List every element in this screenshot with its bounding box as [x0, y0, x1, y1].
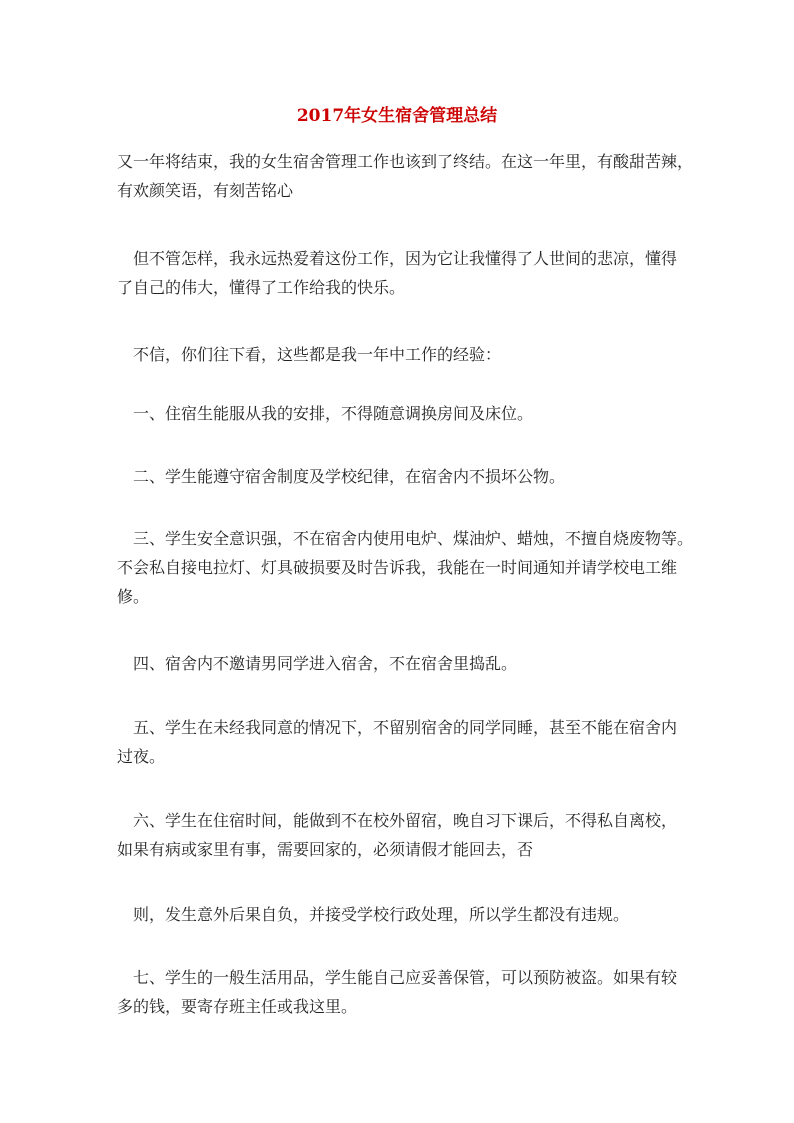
- paragraph: [117, 340, 681, 369]
- paragraph-line: 则，发生意外后果自负，并接受学校行政处理，所以学生都没有违规。: [117, 905, 630, 924]
- paragraph-line: 三、学生安全意识强，不在宿舍内使用电炉、煤油炉、蜡烛，不擅自烧废物等。: [117, 529, 694, 548]
- paragraph-line: 多的钱，要寄存班主任或我这里。: [117, 997, 358, 1016]
- paragraph: [117, 462, 681, 491]
- paragraph-line: 二、学生能遵守宿舍制度及学校纪律，在宿舍内不损坏公物。: [117, 467, 566, 486]
- paragraph-line: 如果有病或家里有事，需要回家的，必须请假才能回去，否: [117, 840, 534, 859]
- paragraph-line: 不信，你们往下看，这些都是我一年中工作的经验：: [117, 345, 502, 364]
- paragraph: [117, 900, 681, 929]
- paragraph-line: 了自己的伟大，懂得了工作给我的快乐。: [117, 278, 406, 297]
- paragraph-line: 有欢颜笑语，有刻苦铭心: [117, 181, 294, 200]
- document-title: 2017年女生宿舍管理总结: [296, 106, 498, 126]
- paragraph-line: 不会私自接电拉灯、灯具破损要及时告诉我，我能在一时间通知并请学校电工维: [117, 558, 678, 577]
- paragraph-line: 过夜。: [117, 747, 166, 766]
- paragraph-line: 四、宿舍内不邀请男同学进入宿舍，不在宿舍里捣乱。: [117, 654, 518, 673]
- paragraph-line: 又一年将结束，我的女生宿舍管理工作也该到了终结。在这一年里，有酸甜苦辣，: [117, 152, 694, 171]
- paragraph-line: 一、住宿生能服从我的安排，不得随意调换房间及床位。: [117, 404, 534, 423]
- paragraph: [117, 713, 681, 771]
- paragraph-line: 五、学生在未经我同意的情况下，不留别宿舍的同学同睡，甚至不能在宿舍内: [117, 718, 678, 737]
- paragraph-line: 六、学生在住宿时间，能做到不在校外留宿，晚自习下课后，不得私自离校，: [117, 811, 678, 830]
- paragraph-line: 七、学生的一般生活用品，学生能自己应妥善保管，可以预防被盗。如果有较: [117, 968, 678, 987]
- paragraph-line: 但不管怎样，我永远热爱着这份工作，因为它让我懂得了人世间的悲凉，懂得: [117, 249, 678, 268]
- paragraph: [117, 244, 681, 302]
- paragraph: [117, 147, 694, 205]
- paragraph: [117, 806, 681, 864]
- paragraph: [117, 649, 681, 678]
- paragraph-line: 修。: [117, 587, 150, 606]
- paragraph: [117, 399, 681, 428]
- paragraph: [117, 963, 681, 1021]
- paragraph: [117, 524, 694, 611]
